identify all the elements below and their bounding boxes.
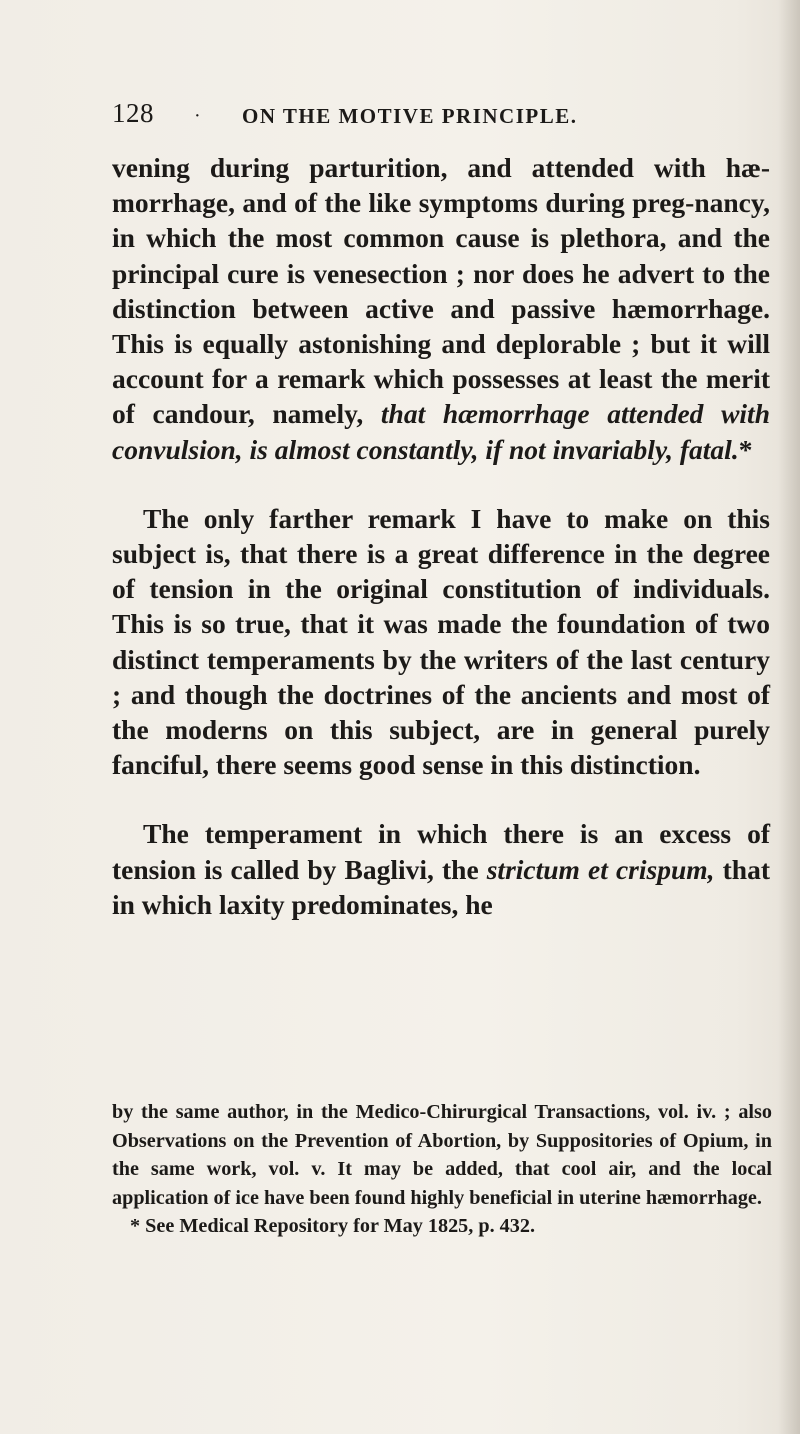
paragraph-temperament-start: The temperament in which there is an excess of tension is called by Baglivi, the	[112, 818, 770, 885]
page-number: 128	[112, 98, 154, 128]
italic-latin-term: strictum et crispum,	[486, 853, 715, 885]
footnote-reference-star: *	[738, 433, 753, 465]
body-text	[112, 150, 770, 922]
paragraph-tension: The only farther remark I have to make on this subject is, that there is a great difference in the degree of tension in the original constitution of individuals. This is so true, that it was made the foundation of two distinct temperaments by the writers of the last century ; and though the doctrines of the ancients and most of the moderns on this subject, are in general purely fanciful, there seems good sense in this distinction.	[112, 502, 770, 781]
page-edge-shadow	[778, 0, 800, 1434]
running-head-separator: ·	[194, 105, 201, 127]
paragraph-temperament-end: that in which laxity predominates, he	[112, 853, 770, 920]
paragraph-temperament	[112, 816, 770, 922]
running-head-title: ON THE MOTIVE PRINCIPLE.	[242, 104, 578, 128]
footnote-continued: by the same author, in the Medico-Chirurgical Transactions, vol. iv. ; also Observations on the Prevention of Abortion, by Suppositories of Opium, in the same work, vol. v. It may be added, that cool air, and the local application of ice have been found highly beneficial in uterine hæmorrhage.	[112, 1101, 772, 1209]
footnote-star: * See Medical Repository for May 1825, p. 432.	[130, 1215, 536, 1238]
paragraph-continued-text: vening during parturition, and attended with hæ-morrhage, and of the like symptoms during preg-nancy, in which the most common cause is plethora, and the principal cure is venesection ; nor does he advert to the distinction between active and passive hæmorrhage. This is equally astonishing and deplorable ; but it will account for a remark which possesses at least the merit of candour, namely,	[112, 152, 770, 430]
italic-quotation: that hæmorrhage attended with convulsion, is almost constantly, if not invariably, fatal.	[112, 398, 770, 465]
footnotes	[112, 1098, 772, 1241]
paragraph-continued	[112, 150, 770, 467]
running-head	[112, 98, 752, 138]
